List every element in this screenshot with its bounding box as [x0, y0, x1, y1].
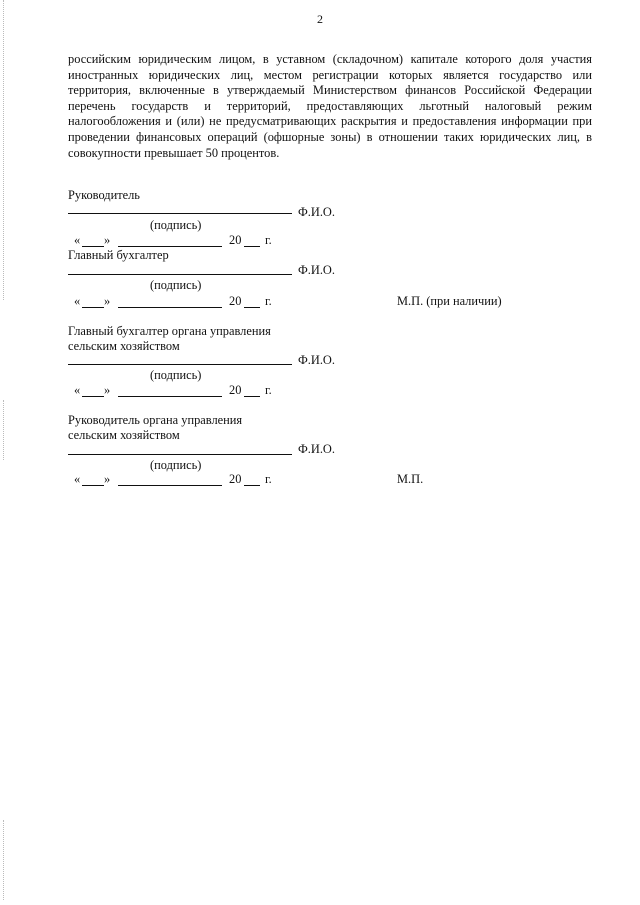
date-year-line: [244, 246, 260, 247]
date-quote-open: «: [74, 233, 81, 247]
block-title: Руководитель: [68, 188, 140, 202]
block-title: Главный бухгалтер: [68, 248, 169, 262]
block-title: Руководитель органа управления: [68, 413, 243, 427]
date-month-line: [118, 485, 222, 486]
date-year-line: [244, 485, 260, 486]
stamp-label: М.П. (при наличии): [397, 294, 502, 308]
scan-edge-artifact: [3, 820, 4, 900]
date-quote-open: «: [74, 383, 81, 397]
signature-caption: (подпись): [150, 458, 202, 472]
fio-label: Ф.И.О.: [298, 263, 335, 277]
signature-caption: (подпись): [150, 368, 202, 382]
scan-edge-artifact: [3, 0, 4, 300]
date-year-line: [244, 307, 260, 308]
date-month-line: [118, 246, 222, 247]
date-day-line: [82, 396, 104, 397]
stamp-label: М.П.: [397, 472, 424, 486]
block-title-line2: сельским хозяйством: [68, 428, 180, 442]
block-title-line2: сельским хозяйством: [68, 339, 180, 353]
signature-caption: (подпись): [150, 278, 202, 292]
date-year-suffix: г.: [265, 472, 272, 486]
date-month-line: [118, 396, 222, 397]
fio-label: Ф.И.О.: [298, 353, 335, 367]
date-year-suffix: г.: [265, 383, 272, 397]
page-number: 2: [317, 12, 323, 26]
date-day-line: [82, 485, 104, 486]
block-title: Главный бухгалтер органа управления: [68, 324, 271, 338]
date-quote-close: »: [104, 233, 111, 247]
date-month-line: [118, 307, 222, 308]
date-year-suffix: г.: [265, 294, 272, 308]
intro-paragraph: российским юридическим лицом, в уставном (складочном) капитале которого доля участия иностранных юридических лиц, местом регистрации которых является государство или территория, включенные в утверждаемый Министерством финансов Российской Федерации перечень государств и территорий, предоставляющих льготный налоговый режим налогообложения и (или) не предусматривающих раскрытия и предоставления информации при проведении финансовых операций (офшорные зоны) в отношении таких юридических лиц, в совокупности превышает 50 процентов.: [68, 52, 592, 160]
scan-edge-artifact: [3, 400, 4, 460]
date-day-line: [82, 307, 104, 308]
date-quote-close: »: [104, 383, 111, 397]
date-year-prefix: 20: [229, 294, 242, 308]
signature-line: [68, 364, 292, 365]
date-year-prefix: 20: [229, 472, 242, 486]
date-year-prefix: 20: [229, 233, 242, 247]
signature-line: [68, 274, 292, 275]
fio-label: Ф.И.О.: [298, 442, 335, 456]
date-day-line: [82, 246, 104, 247]
signature-line: [68, 454, 292, 455]
date-year-line: [244, 396, 260, 397]
signature-caption: (подпись): [150, 218, 202, 232]
date-quote-close: »: [104, 294, 111, 308]
date-quote-open: «: [74, 294, 81, 308]
signature-line: [68, 213, 292, 214]
date-year-suffix: г.: [265, 233, 272, 247]
date-quote-open: «: [74, 472, 81, 486]
date-year-prefix: 20: [229, 383, 242, 397]
fio-label: Ф.И.О.: [298, 205, 335, 219]
date-quote-close: »: [104, 472, 111, 486]
